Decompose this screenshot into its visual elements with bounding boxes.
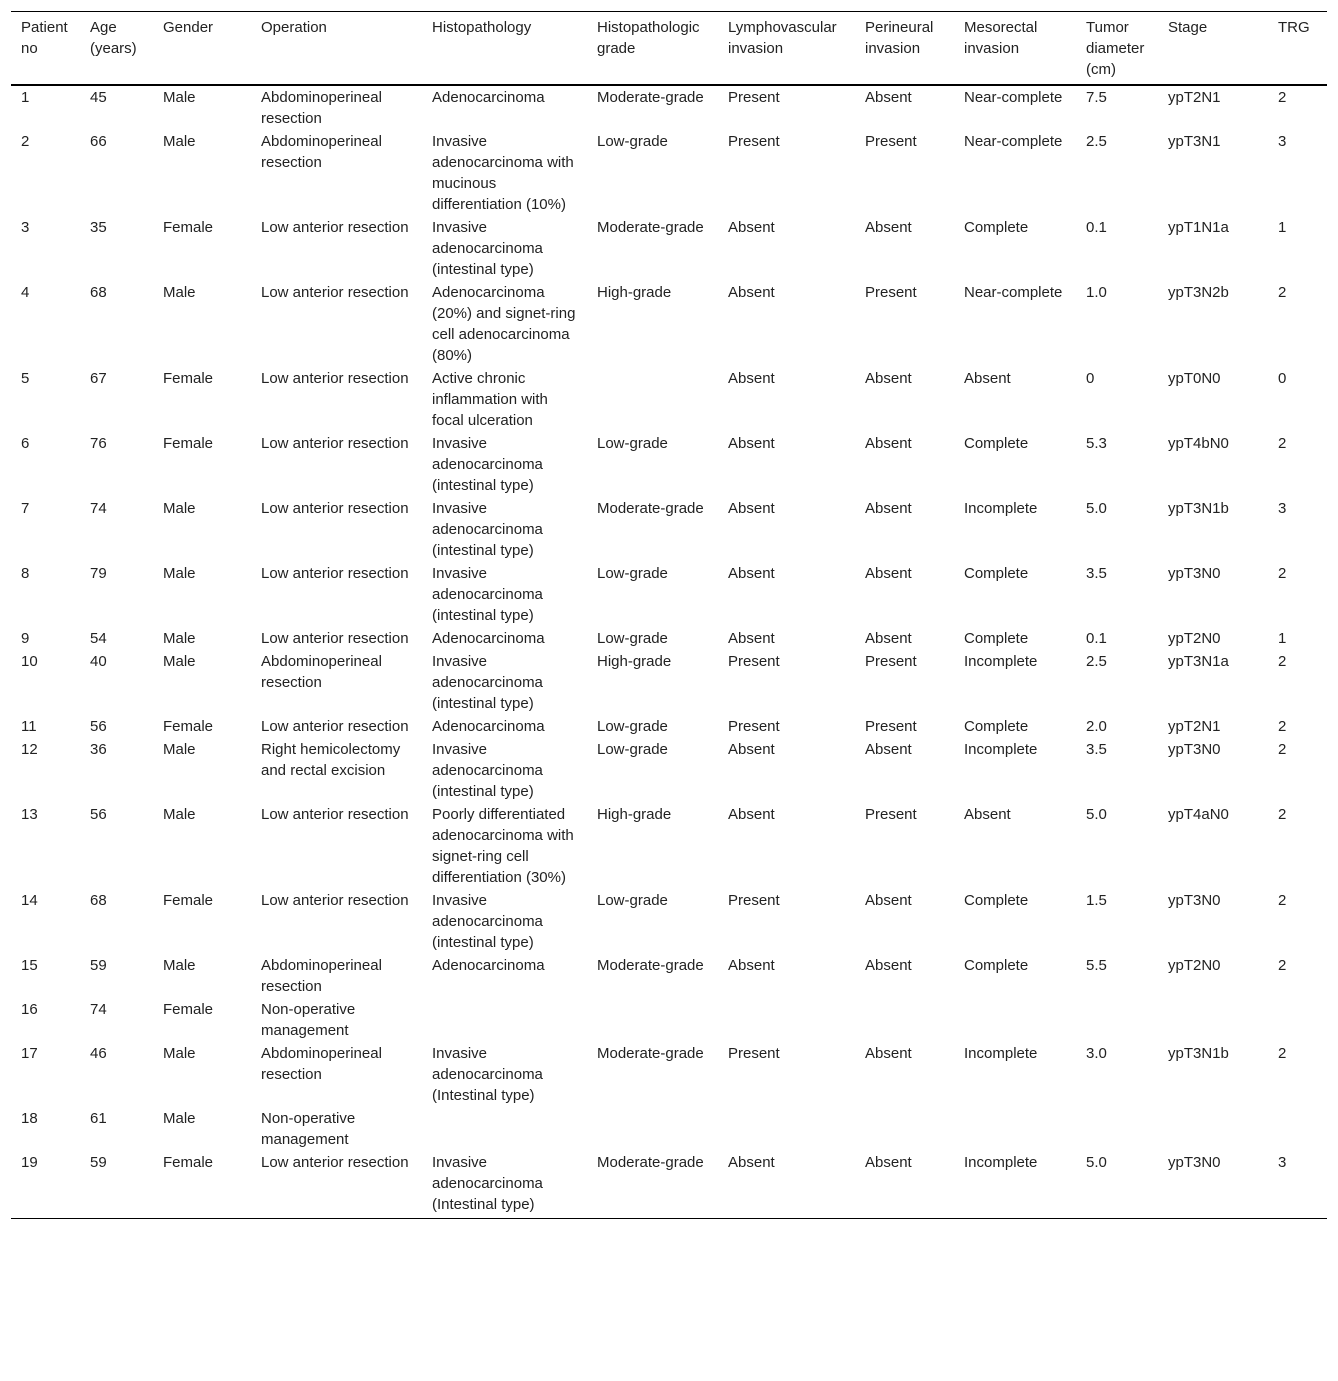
cell-patient-no: 12: [21, 741, 38, 758]
cell-tumor-diameter: 0.1: [1086, 219, 1107, 236]
cell-mesorectal-invasion: Incomplete: [964, 1045, 1038, 1062]
cell-histopathologic-grade: Low-grade: [597, 435, 668, 452]
cell-perineural-invasion: Absent: [865, 565, 912, 582]
cell-patient-no: 5: [21, 370, 30, 387]
cell-gender: Female: [163, 219, 214, 236]
cell-histopathologic-grade: Moderate-grade: [597, 1045, 704, 1062]
cell-histopathologic-grade: Moderate-grade: [597, 89, 704, 106]
cell-histopathologic-grade: High-grade: [597, 284, 672, 301]
cell-histopathologic-grade: Moderate-grade: [597, 957, 704, 974]
cell-mesorectal-invasion: Complete: [964, 565, 1029, 582]
cell-age: 45: [90, 89, 107, 106]
cell-histopathologic-grade: High-grade: [597, 806, 672, 823]
cell-lymphovascular-invasion: Absent: [728, 1154, 775, 1171]
cell-perineural-invasion: Absent: [865, 892, 912, 909]
table-row: [11, 1041, 1327, 1106]
cell-gender: Female: [163, 1154, 214, 1171]
cell-perineural-invasion: [855, 997, 954, 1041]
cell-gender: Male: [163, 133, 196, 150]
cell-histopathology: Adenocarcinoma (20%) and signet-ring cell adenocarcinoma (80%): [432, 284, 576, 364]
cell-age: 46: [90, 1045, 107, 1062]
cell-lymphovascular-invasion: Present: [728, 892, 780, 909]
cell-patient-no: 2: [21, 133, 30, 150]
cell-lymphovascular-invasion: Present: [728, 1045, 780, 1062]
cell-age: 74: [90, 500, 107, 517]
cell-lymphovascular-invasion: Absent: [728, 741, 775, 758]
cell-operation: Low anterior resection: [261, 892, 409, 909]
cell-trg: 2: [1278, 565, 1287, 582]
cell-mesorectal-invasion: Near-complete: [964, 133, 1063, 150]
cell-patient-no: 6: [21, 435, 30, 452]
table-row: [11, 280, 1327, 366]
cell-stage: [1158, 1106, 1268, 1150]
cell-gender: Male: [163, 1045, 196, 1062]
cell-histopathologic-grade: Low-grade: [597, 565, 668, 582]
cell-mesorectal-invasion: Incomplete: [964, 1154, 1038, 1171]
cell-stage: ypT3N0: [1168, 892, 1221, 909]
cell-histopathology: Invasive adenocarcinoma (intestinal type): [432, 500, 543, 559]
cell-age: 66: [90, 133, 107, 150]
cell-histopathology: [422, 997, 587, 1041]
cell-histopathology: Active chronic inflammation with focal ulceration: [432, 370, 548, 429]
header-histopathologic-grade: Histopathologic grade: [597, 19, 700, 57]
cell-lymphovascular-invasion: Present: [728, 133, 780, 150]
cell-age: 59: [90, 1154, 107, 1171]
cell-gender: Male: [163, 500, 196, 517]
cell-mesorectal-invasion: Incomplete: [964, 653, 1038, 670]
cell-mesorectal-invasion: Complete: [964, 435, 1029, 452]
cell-mesorectal-invasion: Absent: [964, 806, 1011, 823]
cell-tumor-diameter: 2.0: [1086, 718, 1107, 735]
cell-trg: 3: [1278, 500, 1287, 517]
cell-histopathology: Invasive adenocarcinoma (Intestinal type): [432, 1045, 543, 1104]
cell-tumor-diameter: 2.5: [1086, 133, 1107, 150]
table-row: [11, 366, 1327, 431]
cell-mesorectal-invasion: Complete: [964, 892, 1029, 909]
cell-age: 40: [90, 653, 107, 670]
cell-stage: [1158, 997, 1268, 1041]
cell-gender: Male: [163, 284, 196, 301]
cell-perineural-invasion: Absent: [865, 1045, 912, 1062]
cell-gender: Male: [163, 565, 196, 582]
cell-perineural-invasion: Absent: [865, 630, 912, 647]
cell-tumor-diameter: 1.0: [1086, 284, 1107, 301]
cell-tumor-diameter: 2.5: [1086, 653, 1107, 670]
cell-tumor-diameter: 1.5: [1086, 892, 1107, 909]
table-row: [11, 496, 1327, 561]
cell-histopathologic-grade: Low-grade: [597, 630, 668, 647]
cell-trg: 2: [1278, 718, 1287, 735]
header-stage: Stage: [1168, 19, 1208, 36]
cell-histopathologic-grade: [587, 366, 718, 431]
cell-patient-no: 3: [21, 219, 30, 236]
cell-gender: Female: [163, 435, 214, 452]
cell-perineural-invasion: Absent: [865, 370, 912, 387]
table-row: [11, 997, 1327, 1041]
cell-stage: ypT2N1: [1168, 89, 1221, 106]
cell-mesorectal-invasion: Complete: [964, 630, 1029, 647]
cell-tumor-diameter: 7.5: [1086, 89, 1107, 106]
cell-operation: Abdominoperineal resection: [261, 957, 382, 995]
cell-gender: Male: [163, 630, 196, 647]
cell-histopathology: Invasive adenocarcinoma (intestinal type): [432, 653, 543, 712]
cell-histopathology: Adenocarcinoma: [432, 957, 545, 974]
cell-lymphovascular-invasion: Absent: [728, 565, 775, 582]
cell-tumor-diameter: 5.3: [1086, 435, 1107, 452]
cell-perineural-invasion: Present: [865, 133, 917, 150]
cell-operation: Abdominoperineal resection: [261, 1045, 382, 1083]
cell-gender: Male: [163, 741, 196, 758]
cell-trg: 1: [1278, 630, 1287, 647]
cell-mesorectal-invasion: Complete: [964, 718, 1029, 735]
cell-patient-no: 7: [21, 500, 30, 517]
cell-patient-no: 14: [21, 892, 38, 909]
cell-patient-no: 1: [21, 89, 30, 106]
cell-operation: Non-operative management: [261, 1110, 356, 1148]
cell-operation: Low anterior resection: [261, 806, 409, 823]
cell-stage: ypT2N0: [1168, 957, 1221, 974]
cell-operation: Low anterior resection: [261, 500, 409, 517]
cell-histopathologic-grade: Moderate-grade: [597, 219, 704, 236]
cell-mesorectal-invasion: [954, 997, 1076, 1041]
cell-trg: 2: [1278, 435, 1287, 452]
cell-patient-no: 16: [21, 1001, 38, 1018]
cell-tumor-diameter: 3.5: [1086, 741, 1107, 758]
cell-trg: 2: [1278, 957, 1287, 974]
cell-stage: ypT0N0: [1168, 370, 1221, 387]
table-row: [11, 1150, 1327, 1218]
cell-operation: Low anterior resection: [261, 565, 409, 582]
cell-stage: ypT2N1: [1168, 718, 1221, 735]
cell-stage: ypT3N1a: [1168, 653, 1229, 670]
header-perineural-invasion: Perineural invasion: [865, 19, 934, 57]
cell-tumor-diameter: [1076, 997, 1158, 1041]
cell-stage: ypT3N0: [1168, 565, 1221, 582]
table-row: [11, 626, 1327, 649]
cell-perineural-invasion: Absent: [865, 219, 912, 236]
cell-patient-no: 13: [21, 806, 38, 823]
cell-stage: ypT3N0: [1168, 1154, 1221, 1171]
cell-trg: [1268, 997, 1327, 1041]
cell-trg: 2: [1278, 1045, 1287, 1062]
header-patient-no: Patient no: [21, 19, 68, 57]
cell-histopathology: [422, 1106, 587, 1150]
cell-trg: 2: [1278, 741, 1287, 758]
cell-trg: 1: [1278, 219, 1287, 236]
cell-trg: 2: [1278, 892, 1287, 909]
table-row: [11, 649, 1327, 714]
header-mesorectal-invasion: Mesorectal invasion: [964, 19, 1038, 57]
cell-gender: Female: [163, 1001, 214, 1018]
cell-stage: ypT3N1: [1168, 133, 1221, 150]
cell-age: 56: [90, 718, 107, 735]
cell-histopathology: Invasive adenocarcinoma (Intestinal type): [432, 1154, 543, 1213]
cell-perineural-invasion: Absent: [865, 1154, 912, 1171]
cell-age: 68: [90, 284, 107, 301]
cell-lymphovascular-invasion: Absent: [728, 957, 775, 974]
cell-lymphovascular-invasion: Absent: [728, 500, 775, 517]
cell-stage: ypT3N2b: [1168, 284, 1229, 301]
cell-perineural-invasion: Present: [865, 718, 917, 735]
cell-age: 56: [90, 806, 107, 823]
cell-trg: 3: [1278, 1154, 1287, 1171]
cell-age: 68: [90, 892, 107, 909]
header-trg: TRG: [1278, 19, 1310, 36]
cell-trg: 2: [1278, 653, 1287, 670]
header-lymphovascular-invasion: Lymphovascular invasion: [728, 19, 837, 57]
cell-patient-no: 11: [21, 718, 37, 735]
cell-perineural-invasion: Absent: [865, 741, 912, 758]
cell-perineural-invasion: [855, 1106, 954, 1150]
cell-mesorectal-invasion: Near-complete: [964, 284, 1063, 301]
patient-table: [11, 12, 1327, 1218]
cell-trg: 2: [1278, 284, 1287, 301]
cell-lymphovascular-invasion: Present: [728, 718, 780, 735]
cell-operation: Abdominoperineal resection: [261, 89, 382, 127]
cell-stage: ypT4aN0: [1168, 806, 1229, 823]
cell-gender: Male: [163, 1110, 196, 1127]
cell-gender: Male: [163, 653, 196, 670]
cell-gender: Female: [163, 718, 214, 735]
header-gender: Gender: [163, 19, 214, 36]
cell-lymphovascular-invasion: Absent: [728, 284, 775, 301]
cell-age: 36: [90, 741, 107, 758]
cell-patient-no: 8: [21, 565, 30, 582]
table-row: [11, 431, 1327, 496]
cell-histopathology: Adenocarcinoma: [432, 630, 545, 647]
cell-operation: Low anterior resection: [261, 435, 409, 452]
cell-mesorectal-invasion: Incomplete: [964, 500, 1038, 517]
cell-perineural-invasion: Absent: [865, 957, 912, 974]
cell-lymphovascular-invasion: Absent: [728, 806, 775, 823]
cell-gender: Female: [163, 370, 214, 387]
cell-histopathology: Invasive adenocarcinoma (intestinal type): [432, 435, 543, 494]
cell-histopathology: Adenocarcinoma: [432, 718, 545, 735]
cell-tumor-diameter: 5.0: [1086, 500, 1107, 517]
cell-mesorectal-invasion: Complete: [964, 957, 1029, 974]
cell-operation: Non-operative management: [261, 1001, 356, 1039]
cell-stage: ypT3N1b: [1168, 1045, 1229, 1062]
cell-age: 79: [90, 565, 107, 582]
cell-lymphovascular-invasion: Absent: [728, 219, 775, 236]
cell-trg: 2: [1278, 806, 1287, 823]
cell-lymphovascular-invasion: Absent: [728, 630, 775, 647]
cell-tumor-diameter: 5.5: [1086, 957, 1107, 974]
cell-patient-no: 9: [21, 630, 30, 647]
cell-histopathologic-grade: High-grade: [597, 653, 672, 670]
cell-age: 61: [90, 1110, 107, 1127]
cell-mesorectal-invasion: Incomplete: [964, 741, 1038, 758]
table-row: [11, 888, 1327, 953]
header-histopathology: Histopathology: [432, 19, 532, 36]
cell-histopathologic-grade: [587, 997, 718, 1041]
cell-perineural-invasion: Present: [865, 806, 917, 823]
cell-histopathologic-grade: Low-grade: [597, 718, 668, 735]
cell-histopathology: Poorly differentiated adenocarcinoma with signet-ring cell differentiation (30%): [432, 806, 574, 886]
cell-histopathology: Adenocarcinoma: [432, 89, 545, 106]
cell-patient-no: 10: [21, 653, 38, 670]
table-row: [11, 215, 1327, 280]
cell-histopathology: Invasive adenocarcinoma with mucinous differentiation (10%): [432, 133, 574, 213]
cell-gender: Male: [163, 89, 196, 106]
cell-perineural-invasion: Present: [865, 653, 917, 670]
cell-lymphovascular-invasion: Absent: [728, 370, 775, 387]
cell-patient-no: 15: [21, 957, 38, 974]
cell-perineural-invasion: Present: [865, 284, 917, 301]
cell-mesorectal-invasion: Complete: [964, 219, 1029, 236]
cell-operation: Low anterior resection: [261, 219, 409, 236]
cell-operation: Low anterior resection: [261, 718, 409, 735]
cell-tumor-diameter: 3.0: [1086, 1045, 1107, 1062]
cell-histopathology: Invasive adenocarcinoma (intestinal type): [432, 565, 543, 624]
cell-gender: Male: [163, 957, 196, 974]
cell-stage: ypT2N0: [1168, 630, 1221, 647]
table-body: [11, 85, 1327, 1218]
table-row: [11, 561, 1327, 626]
cell-tumor-diameter: 0: [1086, 370, 1095, 387]
cell-histopathologic-grade: Low-grade: [597, 133, 668, 150]
cell-perineural-invasion: Absent: [865, 89, 912, 106]
cell-lymphovascular-invasion: Present: [728, 653, 780, 670]
cell-gender: Male: [163, 806, 196, 823]
cell-histopathologic-grade: Low-grade: [597, 741, 668, 758]
cell-lymphovascular-invasion: Present: [728, 89, 780, 106]
patient-table-container: [11, 11, 1327, 1219]
cell-mesorectal-invasion: Absent: [964, 370, 1011, 387]
table-header-row: [11, 12, 1327, 85]
cell-trg: 2: [1278, 89, 1287, 106]
cell-stage: ypT4bN0: [1168, 435, 1229, 452]
cell-tumor-diameter: 5.0: [1086, 1154, 1107, 1171]
table-row: [11, 85, 1327, 129]
cell-operation: Low anterior resection: [261, 284, 409, 301]
cell-stage: ypT3N1b: [1168, 500, 1229, 517]
cell-operation: Low anterior resection: [261, 630, 409, 647]
cell-gender: Female: [163, 892, 214, 909]
cell-perineural-invasion: Absent: [865, 500, 912, 517]
cell-mesorectal-invasion: [954, 1106, 1076, 1150]
cell-trg: [1268, 1106, 1327, 1150]
cell-operation: Abdominoperineal resection: [261, 653, 382, 691]
table-row: [11, 737, 1327, 802]
cell-age: 74: [90, 1001, 107, 1018]
cell-tumor-diameter: 0.1: [1086, 630, 1107, 647]
cell-histopathologic-grade: Moderate-grade: [597, 500, 704, 517]
table-row: [11, 129, 1327, 215]
cell-histopathology: Invasive adenocarcinoma (intestinal type): [432, 892, 543, 951]
cell-patient-no: 17: [21, 1045, 38, 1062]
cell-trg: 3: [1278, 133, 1287, 150]
cell-operation: Low anterior resection: [261, 1154, 409, 1171]
cell-operation: Right hemicolectomy and rectal excision: [261, 741, 401, 779]
cell-perineural-invasion: Absent: [865, 435, 912, 452]
cell-lymphovascular-invasion: Absent: [728, 435, 775, 452]
cell-histopathologic-grade: Moderate-grade: [597, 1154, 704, 1171]
table-row: [11, 802, 1327, 888]
cell-histopathologic-grade: Low-grade: [597, 892, 668, 909]
cell-operation: Abdominoperineal resection: [261, 133, 382, 171]
cell-histopathologic-grade: [587, 1106, 718, 1150]
cell-age: 59: [90, 957, 107, 974]
header-operation: Operation: [261, 19, 327, 36]
cell-histopathology: Invasive adenocarcinoma (intestinal type): [432, 741, 543, 800]
table-row: [11, 1106, 1327, 1150]
cell-patient-no: 19: [21, 1154, 38, 1171]
cell-stage: ypT1N1a: [1168, 219, 1229, 236]
cell-mesorectal-invasion: Near-complete: [964, 89, 1063, 106]
cell-histopathology: Invasive adenocarcinoma (intestinal type): [432, 219, 543, 278]
header-tumor-diameter: Tumor diameter (cm): [1086, 19, 1145, 78]
cell-age: 54: [90, 630, 107, 647]
cell-operation: Low anterior resection: [261, 370, 409, 387]
cell-stage: ypT3N0: [1168, 741, 1221, 758]
cell-lymphovascular-invasion: [718, 997, 855, 1041]
cell-patient-no: 18: [21, 1110, 38, 1127]
cell-patient-no: 4: [21, 284, 30, 301]
cell-tumor-diameter: [1076, 1106, 1158, 1150]
cell-tumor-diameter: 3.5: [1086, 565, 1107, 582]
cell-tumor-diameter: 5.0: [1086, 806, 1107, 823]
table-row: [11, 953, 1327, 997]
cell-trg: 0: [1278, 370, 1287, 387]
cell-age: 76: [90, 435, 107, 452]
cell-age: 67: [90, 370, 107, 387]
table-row: [11, 714, 1327, 737]
header-age: Age (years): [90, 19, 137, 57]
cell-age: 35: [90, 219, 107, 236]
cell-lymphovascular-invasion: [718, 1106, 855, 1150]
